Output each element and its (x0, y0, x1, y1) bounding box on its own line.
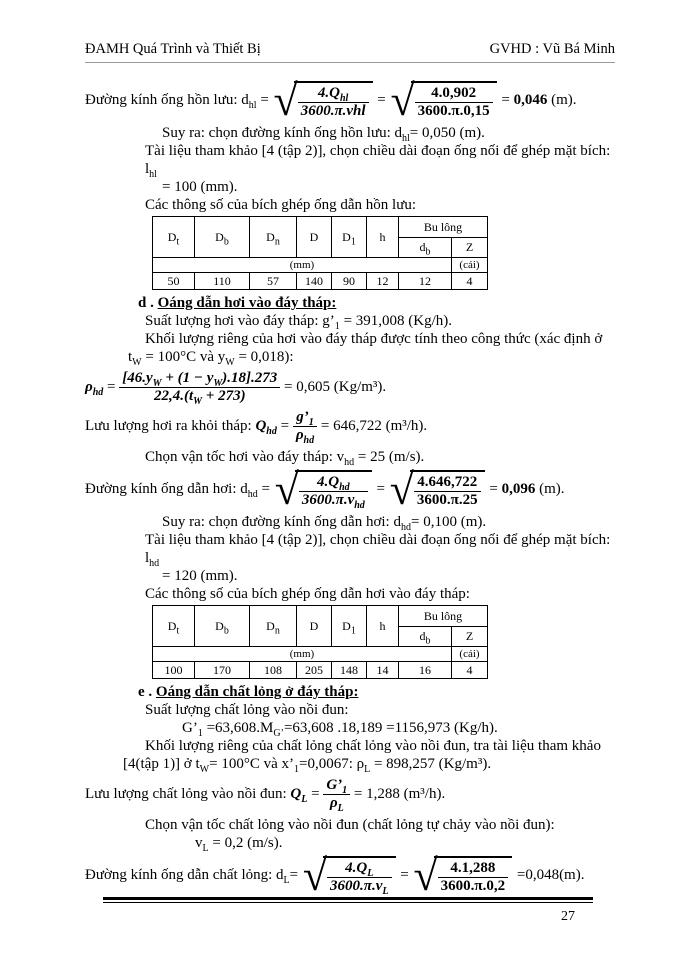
text-run: Đường kính ống dẫn chất lỏng: d (85, 866, 284, 883)
text-run: = 1,288 (m³/h). (350, 785, 446, 802)
text-line (182, 719, 615, 737)
text-run: [46.y (122, 370, 153, 386)
radical-sign: √ (389, 464, 414, 514)
fraction (119, 370, 280, 405)
sqrt (273, 75, 373, 125)
subscript: G’ (273, 728, 284, 739)
text-run: Các thông số của bích ghép ống dẫn hơi vào đáy tháp: (145, 586, 470, 602)
text-run: 3600.π.0,15 (417, 103, 490, 119)
table-header-cell: $D_b$ (195, 217, 250, 258)
subscript: hd (339, 482, 350, 493)
table-header-cell: $D_1$ (332, 606, 367, 647)
subscript: hd (400, 522, 411, 533)
text-run: (m). (535, 480, 565, 497)
text-run: Chọn vận tốc hơi vào đáy tháp: v (145, 449, 345, 465)
subscript: 1 (342, 785, 348, 796)
table-cell: 4 (452, 662, 488, 679)
page-number: 27 (561, 909, 575, 924)
text-run: Đường kính ống hồn lưu: d (85, 91, 249, 108)
text-line (162, 178, 615, 196)
subscript: L (301, 793, 308, 805)
text-run: = (513, 866, 526, 883)
text-run: Tài liệu tham khảo [4 (tập 2)], chọn chiều dài đoạn ống nối để ghép mặt bích: l (145, 532, 611, 566)
text-line (145, 330, 615, 348)
header-rule (85, 62, 615, 63)
radical-sign: √ (274, 464, 299, 514)
table-cell: 108 (250, 662, 297, 679)
table-cell: 100 (153, 662, 195, 679)
radical-sign: √ (390, 75, 415, 125)
text-run: 4.646,722 (414, 474, 481, 492)
formula-line-liquid-flow (85, 777, 615, 812)
text-run: = (372, 480, 389, 497)
text-run: + 273) (202, 388, 246, 404)
text-run: ρ (295, 427, 304, 443)
text-run: + (1 − y (161, 370, 214, 386)
text-run: (m). (547, 91, 577, 108)
text-run: =63,608.M (202, 720, 274, 736)
text-run: = (497, 91, 514, 108)
text-line (123, 755, 615, 773)
fraction (293, 409, 317, 444)
subscript: W (199, 764, 210, 775)
formula-line-vapor-flow (85, 409, 615, 444)
table-header-cell: $d_b$ (399, 238, 452, 258)
text-run: Oáng dẫn hơi vào đáy tháp: (157, 295, 337, 311)
text-run: = 25 (m/s). (354, 449, 425, 465)
text-run: Chọn vận tốc chất lỏng vào nồi đun (chất lỏng tự chảy vào nồi đun): (145, 817, 555, 833)
text-run: Lưu lượng chất lỏng vào nồi đun: (85, 785, 291, 802)
subscript: hl (402, 133, 410, 144)
flange-table-vapor (152, 605, 488, 679)
text-run: = (307, 785, 324, 802)
text-run: = (103, 378, 120, 395)
table-cell: 57 (250, 273, 297, 290)
subscript: W (225, 357, 235, 368)
text-run: = 391,008 (Kg/h). (339, 313, 453, 329)
text-run: = (256, 91, 273, 108)
result-value: 0,048 (525, 866, 560, 883)
footer-rule (103, 897, 593, 903)
table-header-cell: $D_b$ (195, 606, 250, 647)
text-run: d . (138, 295, 158, 311)
formula-line-vapor-density (85, 370, 615, 405)
subscript: hl (339, 93, 349, 104)
sqrt (274, 464, 372, 514)
fraction (299, 474, 368, 509)
text-run: g’ (296, 409, 309, 425)
text-line (162, 567, 615, 585)
table-cell: 50 (153, 273, 195, 290)
text-run: Khối lượng riêng của hơi vào đáy tháp được tính theo công thức (xác định ở (145, 331, 603, 347)
text-run: =63,608 .18,189 =1156,973 (Kg/h). (283, 720, 498, 736)
subscript: W (152, 378, 162, 389)
text-run: v (195, 835, 203, 851)
text-line (145, 142, 615, 178)
subscript: hd (266, 425, 277, 437)
text-line (145, 448, 615, 466)
text-run: Khối lượng riêng của chất lỏng chất lỏng vào nồi đun, tra tài liệu tham khảo (145, 738, 601, 754)
text-line (145, 585, 615, 603)
text-run: Oáng dẫn chất lỏng ở đáy tháp: (155, 684, 359, 700)
table-cell: 140 (297, 273, 332, 290)
subscript: hd (354, 500, 365, 511)
table-units-cell: (mm) (153, 258, 452, 273)
text-run: 3600.π.vhl (300, 103, 366, 119)
subscript: hd (92, 386, 104, 398)
table-header-cell: $d_b$ (399, 627, 452, 647)
text-line (145, 701, 615, 719)
text-line (162, 124, 615, 142)
subscript: 1 (197, 728, 203, 739)
text-run: t (128, 349, 133, 365)
text-run: = 120 (mm). (162, 568, 238, 584)
text-run: Q (290, 785, 302, 802)
table-cell: 14 (367, 662, 399, 679)
text-run: = 0,605 (Kg/m³). (280, 378, 387, 395)
table-cell: 205 (297, 662, 332, 679)
text-run: 4.1,288 (438, 860, 508, 878)
text-line (128, 348, 615, 366)
result-value: 0,096 (501, 480, 536, 497)
table-cell: 16 (399, 662, 452, 679)
subscript: 1 (293, 764, 299, 775)
sqrt (413, 850, 512, 900)
subscript: hd (149, 558, 160, 569)
text-run: = (485, 480, 502, 497)
table-header-cell: Bu lông (399, 606, 488, 627)
text-run: Q (255, 417, 267, 434)
table-header-cell: $D_n$ (250, 606, 297, 647)
table-header-cell: D (297, 217, 332, 258)
section-heading-e (138, 683, 615, 701)
text-line (145, 737, 615, 755)
text-run: = (373, 91, 390, 108)
radical-sign: √ (302, 850, 328, 900)
page-header (85, 40, 615, 58)
table-units-cell: (cái) (452, 258, 488, 273)
table-cell: 90 (332, 273, 367, 290)
text-run: (m). (559, 866, 585, 883)
subscript: L (283, 874, 290, 886)
text-run: 3600.π.0,2 (440, 878, 506, 894)
subscript: L (364, 764, 371, 775)
sqrt (302, 850, 396, 900)
text-run: = 0,100 (m). (410, 514, 487, 530)
text-line (145, 816, 615, 834)
text-run: 3600.π.25 (416, 492, 478, 508)
text-run: Lưu lượng hơi ra khỏi tháp: (85, 417, 256, 434)
flange-table-reflux (152, 216, 488, 290)
text-run: 4.Q (317, 474, 340, 490)
text-run: 3600.π.v (301, 492, 355, 508)
table-units-cell: (mm) (153, 647, 452, 662)
sqrt (389, 464, 485, 514)
page-content (85, 75, 615, 900)
header-left-title: ĐAMH Quá Trình và Thiết Bị (85, 41, 261, 57)
table-header-cell: $D_t$ (153, 217, 195, 258)
formula-line-vapor-diameter (85, 464, 615, 514)
text-run: = 0,018): (234, 349, 294, 365)
text-run: = (396, 866, 413, 883)
table-header-cell: h (367, 217, 399, 258)
table-header-cell: $D_1$ (332, 217, 367, 258)
result-value: 0,046 (513, 91, 548, 108)
text-run: e . (138, 684, 156, 700)
text-line (145, 531, 615, 567)
table-header-cell: h (367, 606, 399, 647)
table-cell: 170 (195, 662, 250, 679)
text-run: Suất lượng chất lỏng vào nồi đun: (145, 702, 349, 718)
radical-sign: √ (273, 75, 298, 125)
formula-line-liquid-diameter (85, 850, 615, 900)
fraction (327, 860, 391, 895)
table-cell: 12 (367, 273, 399, 290)
text-run: Suy ra: chọn đường kính ống hồn lưu: d (162, 125, 403, 141)
table-header-cell: Z (452, 627, 488, 647)
subscript: L (202, 843, 209, 854)
text-run: = 100°C và y (141, 349, 226, 365)
text-run: =0,0067: ρ (298, 756, 365, 772)
fraction (415, 85, 493, 120)
text-run: Đường kính ống dẫn hơi: d (85, 480, 248, 497)
subscript: W (132, 357, 142, 368)
table-cell: 148 (332, 662, 367, 679)
text-run: = (276, 417, 293, 434)
text-run: Tài liệu tham khảo [4 (tập 2)], chọn chiều dài đoạn ống nối để ghép mặt bích: l (145, 143, 611, 177)
table-header-cell: $D_n$ (250, 217, 297, 258)
text-run: = 0,050 (m). (409, 125, 485, 141)
text-run: 4.Q (345, 860, 368, 876)
subscript: W (193, 396, 203, 407)
fraction (323, 777, 350, 812)
text-run: = (289, 866, 302, 883)
table-header-cell: D (297, 606, 332, 647)
table-cell: 110 (195, 273, 250, 290)
sqrt (390, 75, 497, 125)
section-heading-d (138, 294, 615, 312)
subscript: 1 (308, 417, 314, 428)
subscript: hd (247, 488, 258, 500)
text-run: = 646,722 (m³/h). (317, 417, 428, 434)
text-run: Các thông số của bích ghép ống dẫn hồn lưu: (145, 197, 416, 213)
table-cell: 4 (452, 273, 488, 290)
subscript: hd (303, 435, 315, 446)
subscript: hd (344, 457, 355, 468)
text-run: = (257, 480, 274, 497)
table-cell: 12 (399, 273, 452, 290)
subscript: hl (248, 99, 257, 111)
text-run: = 100°C và x’ (209, 756, 294, 772)
fraction (414, 474, 481, 509)
text-run: = 0,2 (m/s). (208, 835, 283, 851)
subscript: hl (149, 169, 157, 180)
text-line (145, 312, 615, 330)
subscript: L (367, 868, 374, 879)
text-run: G’ (326, 777, 343, 793)
formula-line-reflux-diameter (85, 75, 615, 125)
text-run: 4.0,902 (415, 85, 493, 103)
subscript: 1 (334, 321, 340, 332)
text-run: Suy ra: chọn đường kính ống dẫn hơi: d (162, 514, 401, 530)
subscript: L (382, 886, 389, 897)
text-run: = 898,257 (Kg/m³). (370, 756, 492, 772)
header-right-advisor: GVHD : Vũ Bá Minh (489, 41, 615, 57)
table-header-cell: $D_t$ (153, 606, 195, 647)
radical-sign: √ (413, 850, 438, 900)
text-run: ).18].273 (222, 370, 278, 386)
text-run: [4(tập 1)] ở t (123, 756, 200, 772)
text-run: = 100 (mm). (162, 179, 238, 195)
table-header-cell: Bu lông (399, 217, 488, 238)
subscript: L (337, 803, 344, 814)
text-line (162, 513, 615, 531)
text-run: 22,4.(t (153, 388, 194, 404)
text-run: 3600.π.v (330, 878, 383, 894)
text-run: 4.Q (317, 85, 340, 101)
table-units-cell: (cái) (452, 647, 488, 662)
table-header-cell: Z (452, 238, 488, 258)
text-line (145, 196, 615, 214)
text-line (195, 834, 615, 852)
text-run: Suất lượng hơi vào đáy tháp: g’ (145, 313, 335, 329)
text-run: ρ (85, 378, 93, 395)
subscript: W (213, 378, 223, 389)
fraction (298, 85, 369, 120)
text-run: ρ (329, 795, 338, 811)
text-run: G’ (182, 720, 198, 736)
fraction (438, 860, 508, 895)
